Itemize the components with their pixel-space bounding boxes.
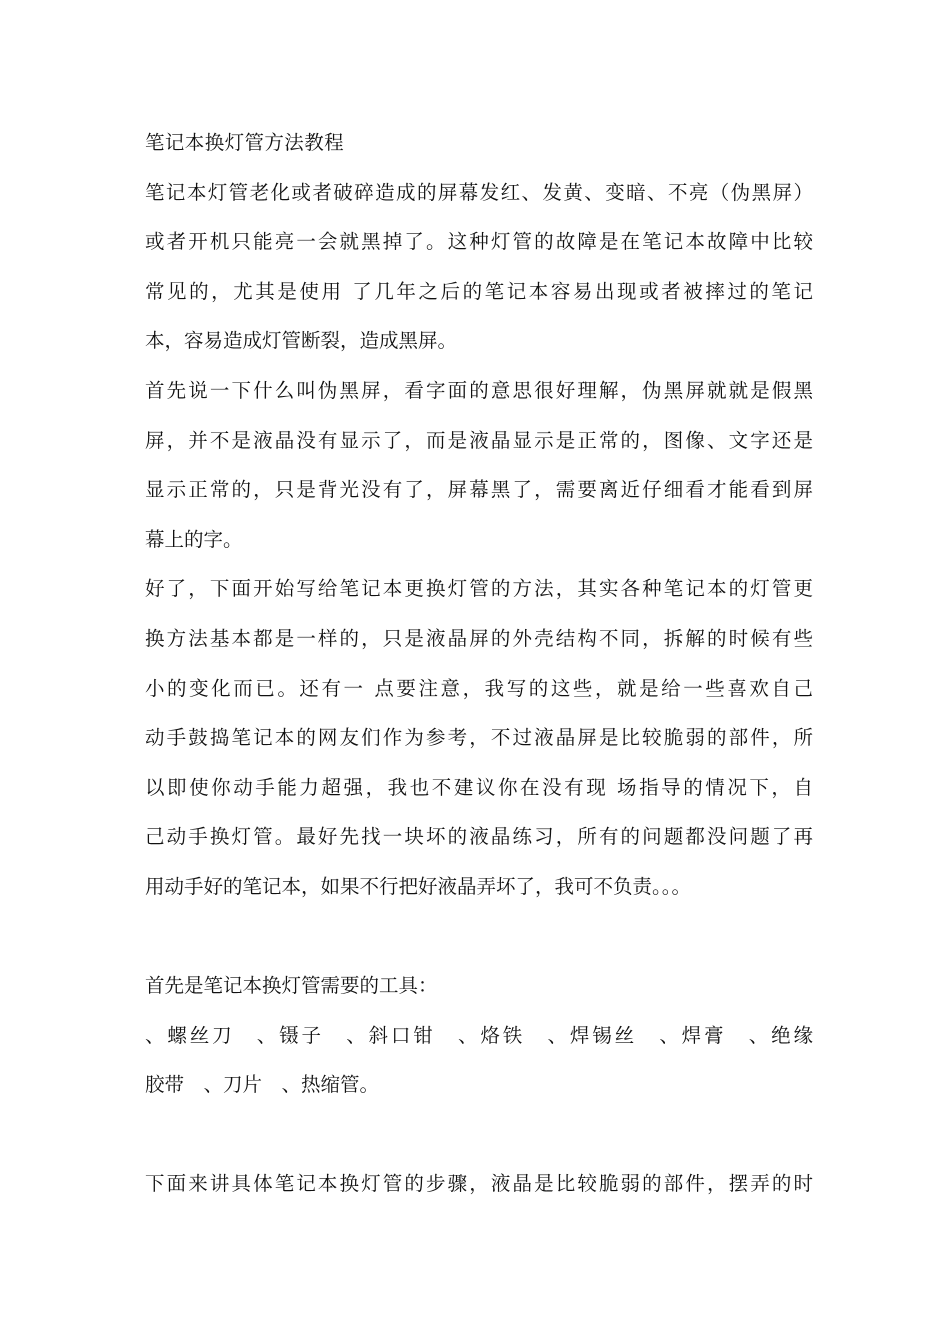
paragraph-line: 本，容易造成灯管断裂，造成黑屏。 <box>145 329 458 353</box>
tools-heading: 首先是笔记本换灯管需要的工具： <box>145 974 438 998</box>
tools-list <box>145 1011 813 1110</box>
paragraph-line: 显示正常的，只是背光没有了，屏幕黑了，需要离近仔细看才能看到屏 <box>145 478 813 502</box>
paragraph-line: 己动手换灯管。最好先找一块坏的液晶练习，所有的问题都没问题了再 <box>145 825 813 849</box>
paragraph-line: 或者开机只能亮一会就黑掉了。这种灯管的故障是在笔记本故障中比较 <box>145 230 813 254</box>
blank-line <box>145 1110 813 1160</box>
paragraph-line: 好了，下面开始写给笔记本更换灯管的方法，其实各种笔记本的灯管更 <box>145 577 813 601</box>
steps-intro: 下面来讲具体笔记本换灯管的步骤，液晶是比较脆弱的部件，摆弄的时 <box>145 1172 813 1196</box>
blank-line <box>145 912 813 962</box>
paragraph-line: 用动手好的笔记本，如果不行把好液晶弄坏了，我可不负责。。。 <box>145 874 692 898</box>
paragraph-line: 动手鼓捣笔记本的网友们作为参考，不过液晶屏是比较脆弱的部件，所 <box>145 726 813 750</box>
paragraph-line: 以即使你动手能力超强，我也不建议你在没有现 场指导的情况下，自 <box>145 775 813 799</box>
document-body <box>145 118 813 1209</box>
paragraph-line: 小的变化而已。还有一 点要注意，我写的这些，就是给一些喜欢自己 <box>145 676 813 700</box>
paragraph-line: 幕上的字。 <box>145 527 243 551</box>
paragraph-pseudo-black-screen <box>145 366 813 564</box>
paragraph-line: 常见的，尤其是使用 了几年之后的笔记本容易出现或者被摔过的笔记 <box>145 279 813 303</box>
paragraph-line: 换方法基本都是一样的，只是液晶屏的外壳结构不同，拆解的时候有些 <box>145 626 813 650</box>
tools-line: 、螺丝刀 、镊子 、斜口钳 、烙铁 、焊锡丝 、焊膏 、绝缘 <box>145 1023 813 1047</box>
tools-line: 胶带 、刀片 、热缩管。 <box>145 1073 380 1097</box>
document-title: 笔记本换灯管方法教程 <box>145 131 345 154</box>
paragraph-line: 屏，并不是液晶没有显示了，而是液晶显示是正常的，图像、文字还是 <box>145 428 813 452</box>
paragraph-line: 笔记本灯管老化或者破碎造成的屏幕发红、发黄、变暗、不亮（伪黑屏） <box>145 180 813 204</box>
paragraph-intro <box>145 168 813 366</box>
paragraph-method-notice <box>145 564 813 911</box>
paragraph-line: 首先说一下什么叫伪黑屏，看字面的意思很好理解，伪黑屏就就是假黑 <box>145 378 813 402</box>
